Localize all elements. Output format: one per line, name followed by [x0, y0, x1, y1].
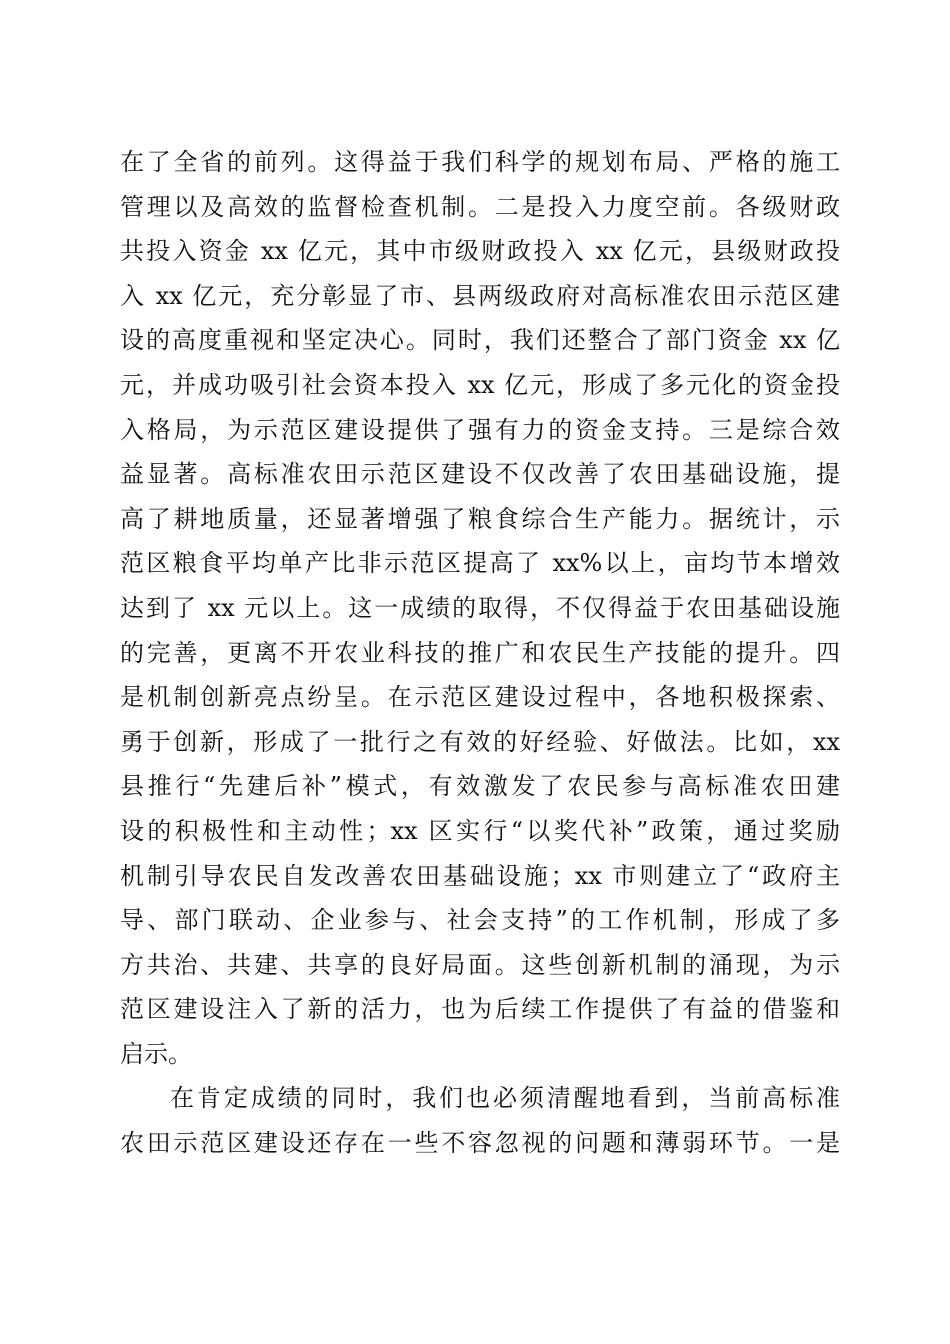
text-line: 管理以及高效的监督检查机制。二是投入力度空前。各级财政: [120, 192, 840, 221]
body-text: [120, 140, 840, 1166]
text-line: 机制引导农民自发改善农田基础设施；xx 市则建立了“政府主: [120, 861, 840, 890]
text-line: 设的高度重视和坚定决心。同时，我们还整合了部门资金 xx 亿: [120, 326, 840, 355]
text-line: 高了耕地质量，还显著增强了粮食综合生产能力。据统计，示: [120, 504, 840, 533]
text-line: 范区建设注入了新的活力，也为后续工作提供了有益的借鉴和: [120, 995, 840, 1024]
text-line: 是机制创新亮点纷呈。在示范区建设过程中，各地积极探索、: [120, 683, 840, 712]
text-line: 共投入资金 xx 亿元，其中市级财政投入 xx 亿元，县级财政投: [120, 237, 840, 266]
text-line: 益显著。高标准农田示范区建设不仅改善了农田基础设施，提: [120, 460, 840, 489]
text-line: 农田示范区建设还存在一些不容忽视的问题和薄弱环节。一是: [120, 1129, 840, 1158]
text-line: 导、部门联动、企业参与、社会支持”的工作机制，形成了多: [120, 906, 840, 935]
text-line: 范区粮食平均单产比非示范区提高了 xx%以上，亩均节本增效: [120, 549, 840, 578]
text-line: 入格局，为示范区建设提供了强有力的资金支持。三是综合效: [120, 415, 840, 444]
text-line: 设的积极性和主动性；xx 区实行“以奖代补”政策，通过奖励: [120, 816, 840, 845]
text-line: 勇于创新，形成了一批行之有效的好经验、好做法。比如，xx: [120, 727, 840, 756]
text-line: 入 xx 亿元，充分彰显了市、县两级政府对高标准农田示范区建: [120, 281, 840, 310]
text-line: 方共治、共建、共享的良好局面。这些创新机制的涌现，为示: [120, 950, 840, 979]
text-line: 元，并成功吸引社会资本投入 xx 亿元，形成了多元化的资金投: [120, 370, 840, 399]
text-line: 在了全省的前列。这得益于我们科学的规划布局、严格的施工: [120, 148, 840, 176]
text-line: 达到了 xx 元以上。这一成绩的取得，不仅得益于农田基础设施: [120, 593, 840, 622]
text-line: 的完善，更离不开农业科技的推广和农民生产技能的提升。四: [120, 638, 840, 667]
text-line: 县推行“先建后补”模式，有效激发了农民参与高标准农田建: [120, 772, 840, 801]
text-line: 在肯定成绩的同时，我们也必须清醒地看到，当前高标准: [170, 1084, 840, 1113]
text-line: 启示。: [120, 1039, 192, 1068]
